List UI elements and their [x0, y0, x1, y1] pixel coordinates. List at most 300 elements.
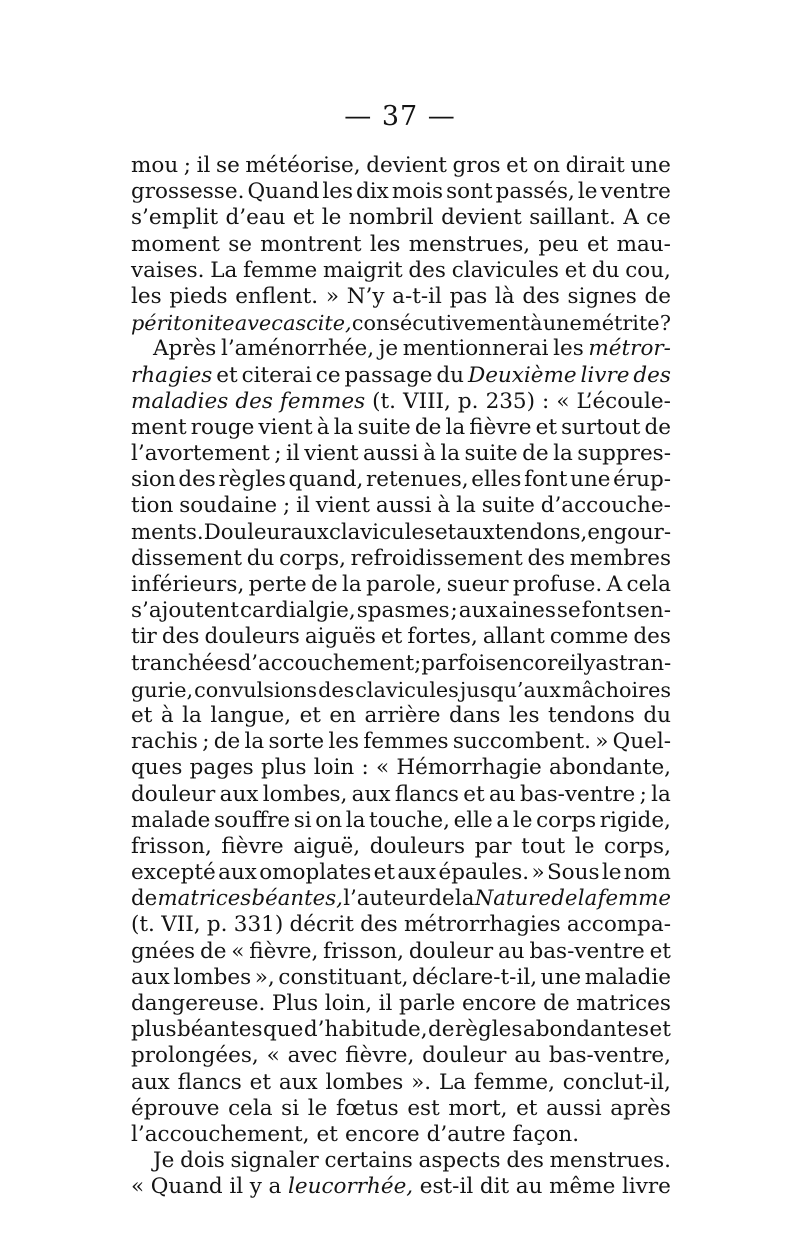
text-line	[131, 520, 671, 546]
word: et	[292, 205, 315, 231]
word: décrit	[289, 912, 354, 938]
word: bas-ventre	[529, 938, 645, 964]
word: des	[161, 624, 200, 650]
word: maladie	[584, 964, 671, 990]
word: signes	[567, 283, 637, 309]
italic-word: avec	[234, 311, 283, 336]
word: sion	[131, 467, 176, 493]
word: des	[633, 624, 671, 650]
body-text	[131, 153, 671, 1201]
word: aussi	[362, 441, 419, 467]
word: passés,	[495, 179, 575, 205]
word: on	[533, 153, 560, 178]
word: encore	[345, 1121, 420, 1147]
word: inférieurs,	[131, 572, 245, 597]
word: VII,	[161, 912, 201, 938]
word: peu	[538, 231, 579, 257]
word: certains	[324, 1148, 413, 1174]
word: suite	[357, 414, 411, 440]
word: les	[131, 283, 162, 309]
text-line	[131, 572, 671, 598]
word: douleurs	[369, 833, 466, 859]
italic-word: livre	[580, 362, 630, 388]
word: allant	[482, 624, 545, 650]
word: le	[577, 179, 598, 205]
word: à	[316, 414, 330, 440]
word: la	[244, 729, 265, 755]
word: dit	[479, 1174, 510, 1200]
word: et	[216, 362, 238, 388]
text-line	[131, 153, 671, 179]
text-line	[131, 991, 671, 1017]
text-line	[131, 703, 671, 729]
word: à	[160, 702, 174, 728]
word: en	[329, 702, 356, 728]
word: font	[581, 598, 626, 624]
word: membres	[569, 545, 671, 571]
word: livre	[621, 1174, 671, 1200]
word: béantes	[177, 1017, 263, 1043]
word: fièvre	[469, 414, 532, 440]
italic-word: la	[577, 886, 598, 912]
word: «	[231, 938, 245, 964]
word: il	[569, 650, 584, 676]
word: et	[435, 519, 457, 545]
word: devient	[366, 153, 447, 178]
text-line	[131, 782, 671, 808]
word: là	[494, 283, 515, 309]
word: au	[514, 1043, 541, 1069]
word: gros	[452, 153, 501, 178]
word: y	[583, 650, 596, 676]
word: fœtus	[335, 1095, 399, 1121]
word: y	[249, 1174, 262, 1200]
word: suite	[481, 493, 535, 519]
word: parole,	[366, 572, 443, 597]
word: et	[131, 702, 153, 728]
word: montrent	[260, 231, 362, 257]
word: et	[535, 414, 557, 440]
text-line	[131, 441, 671, 467]
word: se	[228, 231, 252, 257]
text-line	[131, 363, 671, 389]
word: sen-	[626, 598, 671, 624]
word: se	[556, 598, 581, 624]
text-line	[131, 808, 671, 834]
word: ques	[131, 755, 183, 781]
word: et	[373, 860, 396, 886]
word: femmes	[363, 729, 449, 755]
word: les	[553, 336, 584, 362]
text-line	[131, 1070, 671, 1096]
word: aussi	[546, 1095, 602, 1121]
word: frisson,	[131, 833, 212, 859]
word: aux	[131, 1069, 170, 1095]
word: dangereuse.	[131, 991, 266, 1016]
word: la	[651, 781, 671, 807]
word: sorte	[268, 729, 325, 755]
word: vaises.	[131, 257, 205, 283]
word: «	[375, 755, 390, 781]
word: aiguës	[304, 624, 376, 650]
word: douleur	[408, 938, 494, 964]
text-line	[131, 1043, 671, 1069]
word: clavicules	[355, 677, 459, 702]
word: je	[378, 336, 399, 362]
word: frisson,	[323, 938, 404, 964]
text-line	[131, 546, 671, 572]
word: une	[570, 467, 611, 493]
word: du	[643, 702, 671, 728]
italic-word: ascite,	[283, 311, 352, 336]
word: conclut-il,	[562, 1069, 671, 1095]
word: corps,	[604, 833, 671, 859]
text-line	[131, 1148, 671, 1174]
word: la	[342, 572, 362, 597]
word: ments.	[131, 519, 204, 545]
italic-word: Deuxième	[467, 362, 577, 388]
word: tout	[521, 833, 566, 859]
word: langue,	[210, 702, 292, 728]
word: (t.	[372, 388, 397, 414]
word: dissement	[131, 545, 243, 571]
word: elles	[471, 467, 522, 493]
word: abondante,	[549, 755, 671, 781]
word: A	[623, 205, 639, 231]
word: ce	[646, 205, 671, 231]
word: le	[601, 860, 622, 886]
word: est	[407, 1095, 440, 1121]
word: et	[564, 257, 587, 283]
word: Quel-	[612, 729, 671, 755]
word: de	[428, 1017, 455, 1043]
word: la	[456, 493, 476, 519]
word: fortes,	[407, 624, 478, 650]
word: Hémorrhagie	[396, 755, 542, 781]
word: maigrit	[323, 257, 403, 283]
text-line	[131, 205, 671, 231]
word: p.	[206, 912, 228, 938]
word: parle	[398, 991, 456, 1016]
word: »,	[254, 964, 275, 990]
word: ?	[659, 311, 671, 336]
word: par	[474, 833, 512, 859]
word: le	[307, 1095, 328, 1121]
word: menstrues,	[408, 231, 531, 257]
word: l’avortement	[131, 441, 270, 467]
word: il	[296, 493, 310, 519]
word: 235)	[485, 388, 535, 414]
word: »	[595, 729, 609, 755]
word: des	[522, 283, 560, 309]
word: pieds	[169, 283, 228, 309]
word: citerai	[241, 362, 312, 388]
word: rigide,	[599, 807, 671, 833]
word: sueur	[446, 572, 509, 597]
word: a	[496, 807, 510, 833]
word: façon.	[512, 1121, 580, 1147]
word: tion	[131, 493, 174, 519]
word: si	[293, 807, 312, 833]
text-line	[131, 834, 671, 860]
word: des	[318, 677, 355, 702]
text-line	[131, 1096, 671, 1122]
text-line	[131, 598, 671, 624]
word: corps,	[279, 545, 346, 571]
word: la	[440, 441, 461, 467]
word: de	[644, 283, 671, 309]
word: abondantes	[522, 1017, 650, 1043]
italic-word: femmes	[279, 388, 366, 414]
word: (t.	[131, 912, 155, 938]
word: :	[542, 388, 550, 414]
word: corps	[536, 807, 597, 833]
word: météorise,	[245, 153, 361, 178]
word: ;	[414, 650, 422, 676]
word: la	[454, 886, 475, 912]
word: loin,	[324, 991, 373, 1016]
word: une	[540, 964, 582, 990]
word: suppres-	[577, 441, 671, 467]
word: et	[649, 938, 671, 964]
word: vient	[258, 414, 313, 440]
word: des	[527, 545, 565, 571]
word: à	[530, 311, 543, 336]
word: les	[369, 231, 401, 257]
word: mâchoires	[561, 677, 671, 702]
word: aspects	[418, 1148, 501, 1174]
word: «	[131, 1174, 145, 1200]
word: omoplates	[259, 860, 372, 886]
word: clavicules	[328, 519, 435, 545]
word: flancs	[394, 781, 459, 807]
word: le	[574, 833, 595, 859]
word: métrorrhagies	[404, 912, 561, 938]
text-line	[131, 336, 671, 362]
word: L’écoule-	[576, 388, 671, 414]
word: des	[506, 1148, 544, 1174]
word: ce	[315, 362, 341, 388]
word: moment	[131, 231, 220, 257]
word: il	[196, 153, 211, 178]
word: l’auteur	[343, 886, 429, 912]
word: même	[549, 1174, 616, 1200]
word: devient	[441, 205, 522, 231]
word: N’y	[346, 283, 385, 309]
word: Je	[153, 1148, 175, 1174]
word: aux	[218, 860, 257, 886]
italic-word: matrices	[157, 886, 252, 912]
word: des	[360, 912, 398, 938]
text-line	[131, 860, 671, 886]
word: du	[436, 362, 465, 388]
word: lombes,	[262, 781, 348, 807]
word: et	[506, 153, 528, 178]
word: vient	[315, 493, 370, 519]
word: consécutivement	[351, 311, 530, 336]
word: vient	[304, 441, 359, 467]
word: à	[423, 441, 436, 467]
word: aines	[498, 598, 556, 624]
word: fièvre,	[345, 1043, 415, 1069]
italic-word: rhagies	[131, 362, 213, 388]
italic-word: béantes,	[251, 886, 343, 912]
text-line	[131, 179, 671, 205]
word: Quand	[247, 179, 320, 205]
word: nom	[623, 860, 671, 886]
word: on	[315, 807, 343, 833]
word: a	[268, 1174, 282, 1200]
word: de	[428, 886, 455, 912]
text-line	[131, 624, 671, 650]
word: et	[463, 781, 485, 807]
word: s’emplit	[131, 205, 219, 231]
word: rachis	[131, 729, 198, 755]
italic-word: des	[633, 362, 671, 388]
word: dans	[448, 702, 501, 728]
word: stran-	[608, 650, 672, 676]
word: malade	[131, 807, 211, 833]
word: signaler	[230, 1148, 319, 1174]
word: Plus	[271, 991, 319, 1016]
word: d’eau	[225, 205, 286, 231]
word: de	[213, 729, 241, 755]
text-line	[131, 1017, 671, 1043]
word: les	[328, 729, 360, 755]
word: que	[263, 1017, 304, 1043]
word: après	[610, 1095, 671, 1121]
word: aiguë,	[293, 833, 361, 859]
word: d’accouche-	[540, 493, 671, 519]
text-line	[131, 939, 671, 965]
word: la	[445, 414, 466, 440]
word: aux	[290, 519, 329, 545]
word: perte	[248, 572, 307, 597]
word: tranchées	[131, 650, 238, 676]
italic-word: métror-	[588, 336, 671, 362]
word: dix	[356, 179, 389, 205]
word: de	[311, 572, 338, 597]
text-line	[131, 729, 671, 755]
word: nombril	[348, 205, 434, 231]
word: soudaine	[179, 493, 278, 519]
word: dois	[180, 1148, 225, 1174]
word: Sous	[546, 860, 600, 886]
word: de	[522, 441, 549, 467]
word: de	[543, 991, 570, 1016]
word: »	[531, 860, 545, 886]
word: une	[630, 153, 671, 178]
word: flancs	[177, 1069, 242, 1095]
word: constituant,	[278, 964, 409, 990]
word: fièvre,	[249, 938, 319, 964]
text-line	[131, 965, 671, 991]
word: aux	[397, 860, 437, 886]
word: ;	[639, 781, 647, 807]
text-line	[131, 232, 671, 258]
word: ;	[202, 729, 210, 755]
word: dirait	[565, 153, 625, 178]
word: de	[414, 414, 442, 440]
word: et	[249, 1069, 271, 1095]
text-line	[131, 677, 671, 703]
word: et	[649, 1017, 671, 1043]
word: cou,	[625, 257, 671, 283]
word: il	[378, 991, 393, 1016]
word: menstrues.	[549, 1148, 671, 1174]
italic-word: de	[551, 886, 578, 912]
word: tendons	[548, 702, 635, 728]
word: ;	[183, 153, 192, 178]
word: passage	[344, 362, 433, 388]
page-number: — 37 —	[344, 101, 456, 132]
word: mau-	[616, 231, 671, 257]
word: Douleur	[203, 519, 291, 545]
italic-word: des	[235, 388, 273, 414]
word: épaules.	[438, 860, 530, 886]
word: plus	[131, 1017, 177, 1043]
word: lombes	[325, 1069, 404, 1095]
word: excepté	[131, 860, 216, 886]
word: femme,	[473, 1069, 555, 1095]
word: la	[182, 702, 202, 728]
word: gnées	[131, 938, 196, 964]
word: »	[325, 283, 339, 309]
word: retenues,	[365, 467, 469, 493]
word: ».	[411, 1069, 432, 1095]
word: font	[524, 467, 568, 493]
word: cela	[228, 1095, 273, 1121]
text-line	[131, 258, 671, 284]
word: du	[246, 545, 275, 571]
word: parfois	[421, 650, 497, 676]
word: règles	[218, 467, 286, 493]
word: :	[361, 755, 369, 781]
word: métrite	[582, 311, 660, 336]
word: pages	[189, 755, 254, 781]
word: cela	[626, 572, 671, 597]
word: de	[644, 414, 671, 440]
word: «	[266, 1043, 280, 1069]
word: est-il	[419, 1174, 474, 1200]
word: rouge	[190, 414, 255, 440]
word: Quand	[150, 1174, 223, 1200]
word: d’habitude,	[303, 1017, 428, 1043]
word: et	[380, 624, 403, 650]
word: d’autre	[426, 1121, 506, 1147]
word: avec	[287, 1043, 338, 1069]
word: mentionnerai	[402, 336, 549, 362]
word: éprouve	[131, 1095, 220, 1121]
word: surtout	[561, 414, 641, 440]
word: a-t-il	[392, 283, 442, 309]
word: le	[321, 205, 342, 231]
word: matrices	[576, 991, 671, 1016]
word: de	[131, 886, 158, 912]
italic-word: Nature	[474, 886, 551, 912]
word: comme	[549, 624, 629, 650]
word: accompa-	[566, 912, 671, 938]
word: si	[281, 1095, 300, 1121]
word: plus	[260, 755, 307, 781]
word: des	[178, 467, 216, 493]
word: mort,	[448, 1095, 508, 1121]
word: mou	[131, 153, 179, 178]
word: ventre	[600, 179, 671, 205]
word: et	[516, 1095, 538, 1121]
word: ment	[131, 414, 187, 440]
word: ;	[450, 598, 458, 624]
